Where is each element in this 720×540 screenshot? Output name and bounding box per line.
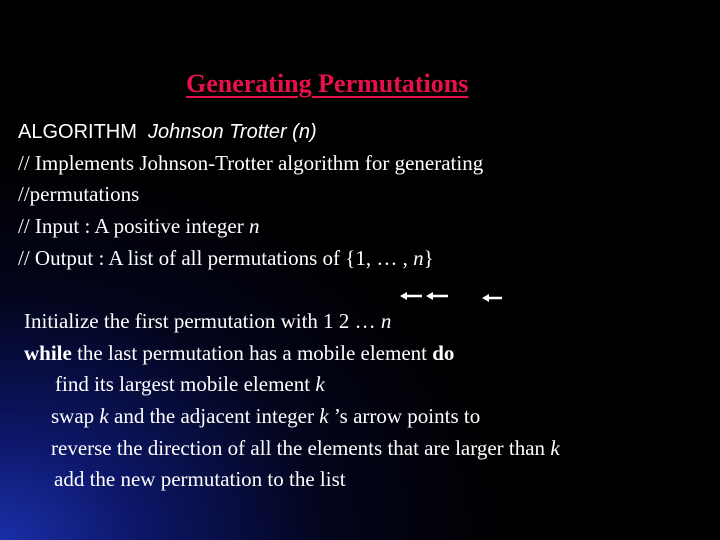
while-keyword: while <box>24 341 72 365</box>
while-line <box>24 341 454 365</box>
reverse-text: reverse the direction of all the elements that are larger than <box>51 436 551 460</box>
init-line <box>24 309 391 333</box>
swap-mid-text: and the adjacent integer <box>108 404 320 428</box>
find-var: k <box>315 372 325 396</box>
swap-var-1: k <box>99 404 109 428</box>
reverse-line <box>51 436 560 460</box>
comment-output-brace: } <box>423 246 434 270</box>
reverse-var: k <box>550 436 560 460</box>
comment-output-var: n <box>413 246 424 270</box>
algorithm-header <box>18 120 317 144</box>
add-line: add the new permutation to the list <box>54 467 346 491</box>
while-condition: the last permutation has a mobile element <box>71 341 433 365</box>
find-line <box>55 372 325 396</box>
algorithm-name: Johnson Trotter (n) <box>148 121 317 143</box>
init-text: Initialize the first permutation with 1 2 … <box>24 309 381 333</box>
do-keyword: do <box>432 341 455 365</box>
comment-output-text: // Output : A list of all permutations of {1, … , <box>18 246 414 270</box>
find-text: find its largest mobile element <box>55 372 316 396</box>
comment-input <box>18 214 259 238</box>
comment-output <box>18 246 434 270</box>
left-arrow-icon <box>400 292 422 300</box>
left-arrow-icon <box>426 292 448 300</box>
swap-text: swap <box>51 404 100 428</box>
swap-var-2: k <box>319 404 329 428</box>
swap-line <box>51 404 480 428</box>
comment-line-2: //permutations <box>18 182 140 206</box>
slide-title: Generating Permutations <box>186 69 469 98</box>
comment-input-var: n <box>248 214 260 238</box>
comment-line-1: // Implements Johnson-Trotter algorithm for generating <box>18 151 484 175</box>
init-var: n <box>380 309 392 333</box>
direction-arrows <box>398 290 508 304</box>
left-arrow-icon <box>482 294 502 302</box>
comment-input-text: // Input : A positive integer <box>18 214 249 238</box>
swap-suffix-text: ’s arrow points to <box>328 404 481 428</box>
algorithm-keyword: ALGORITHM <box>18 121 137 143</box>
